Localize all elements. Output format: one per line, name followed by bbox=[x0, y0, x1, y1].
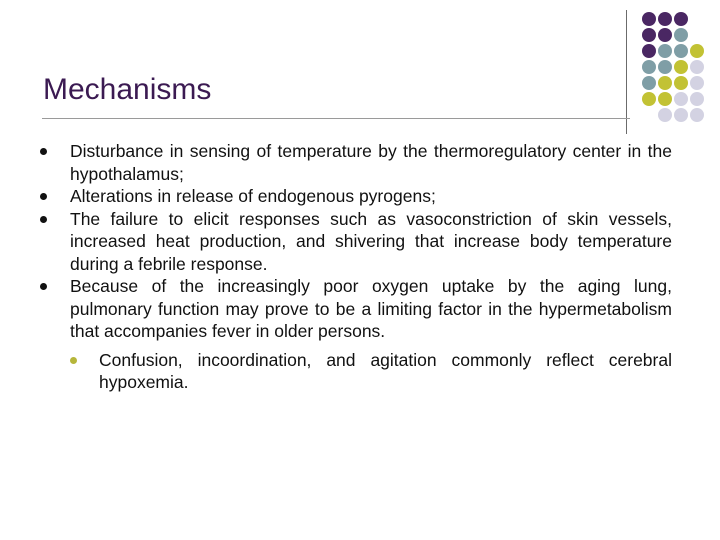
decorative-dot bbox=[674, 92, 688, 106]
decorative-dot bbox=[658, 76, 672, 90]
decorative-dot bbox=[642, 92, 656, 106]
slide-title: Mechanisms bbox=[43, 73, 212, 106]
decorative-dot bbox=[690, 108, 704, 122]
vertical-divider bbox=[626, 10, 627, 134]
bullet-dot-icon bbox=[40, 193, 47, 200]
bullet-item bbox=[40, 275, 672, 394]
decorative-dot bbox=[642, 28, 656, 42]
bullet-text: Because of the increasingly poor oxygen uptake by the aging lung, pulmonary function may prove to be a limiting factor in the hypermetabolism that accompanies fever in older persons. bbox=[70, 276, 672, 341]
sub-bullet-item bbox=[70, 349, 672, 394]
decorative-dot bbox=[690, 60, 704, 74]
decorative-dot bbox=[690, 76, 704, 90]
decorative-dot bbox=[642, 44, 656, 58]
decorative-dot bbox=[674, 44, 688, 58]
decorative-dot bbox=[658, 44, 672, 58]
decorative-dot bbox=[642, 60, 656, 74]
bullet-item bbox=[40, 208, 672, 276]
bullet-text: Alterations in release of endogenous pyrogens; bbox=[70, 186, 436, 206]
decorative-dot bbox=[690, 44, 704, 58]
bullet-item bbox=[40, 185, 672, 208]
decorative-dot bbox=[674, 12, 688, 26]
bullet-text: Disturbance in sensing of temperature by the thermoregulatory center in the hypothalamus; bbox=[70, 141, 672, 184]
bullet-text: The failure to elicit responses such as vasoconstriction of skin vessels, increased heat production, and shivering that increase body temperature during a febrile response. bbox=[70, 208, 672, 274]
decorative-dot bbox=[658, 60, 672, 74]
decorative-dot bbox=[674, 28, 688, 42]
decorative-dot-grid bbox=[638, 10, 718, 120]
decorative-dot bbox=[642, 76, 656, 90]
decorative-dot bbox=[674, 76, 688, 90]
decorative-dot bbox=[674, 108, 688, 122]
bullet-list bbox=[40, 140, 672, 394]
bullet-dot-icon bbox=[40, 283, 47, 290]
decorative-dot bbox=[658, 108, 672, 122]
decorative-dot bbox=[642, 12, 656, 26]
bullet-dot-icon bbox=[40, 148, 47, 155]
sub-bullet-list bbox=[70, 349, 672, 394]
decorative-dot bbox=[674, 60, 688, 74]
bullet-item bbox=[40, 140, 672, 185]
decorative-dot bbox=[690, 92, 704, 106]
title-underline bbox=[42, 118, 630, 119]
sub-bullet-text: Confusion, incoordination, and agitation commonly reflect cerebral hypoxemia. bbox=[99, 349, 672, 392]
decorative-dot bbox=[658, 92, 672, 106]
decorative-dot bbox=[658, 12, 672, 26]
bullet-dot-icon bbox=[40, 216, 47, 223]
sub-bullet-dot-icon bbox=[70, 357, 77, 364]
decorative-dot bbox=[658, 28, 672, 42]
